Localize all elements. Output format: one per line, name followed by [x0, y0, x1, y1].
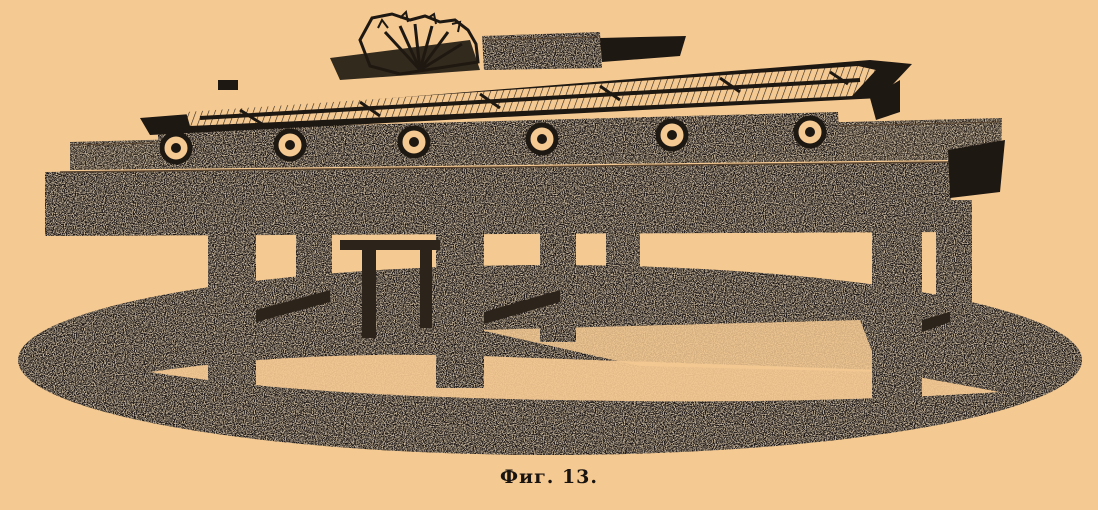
saw-blade: [330, 12, 480, 80]
rip-fence: [482, 32, 686, 70]
figure-caption: Фиг. 13.: [499, 466, 599, 488]
crank-handle: [218, 80, 238, 90]
